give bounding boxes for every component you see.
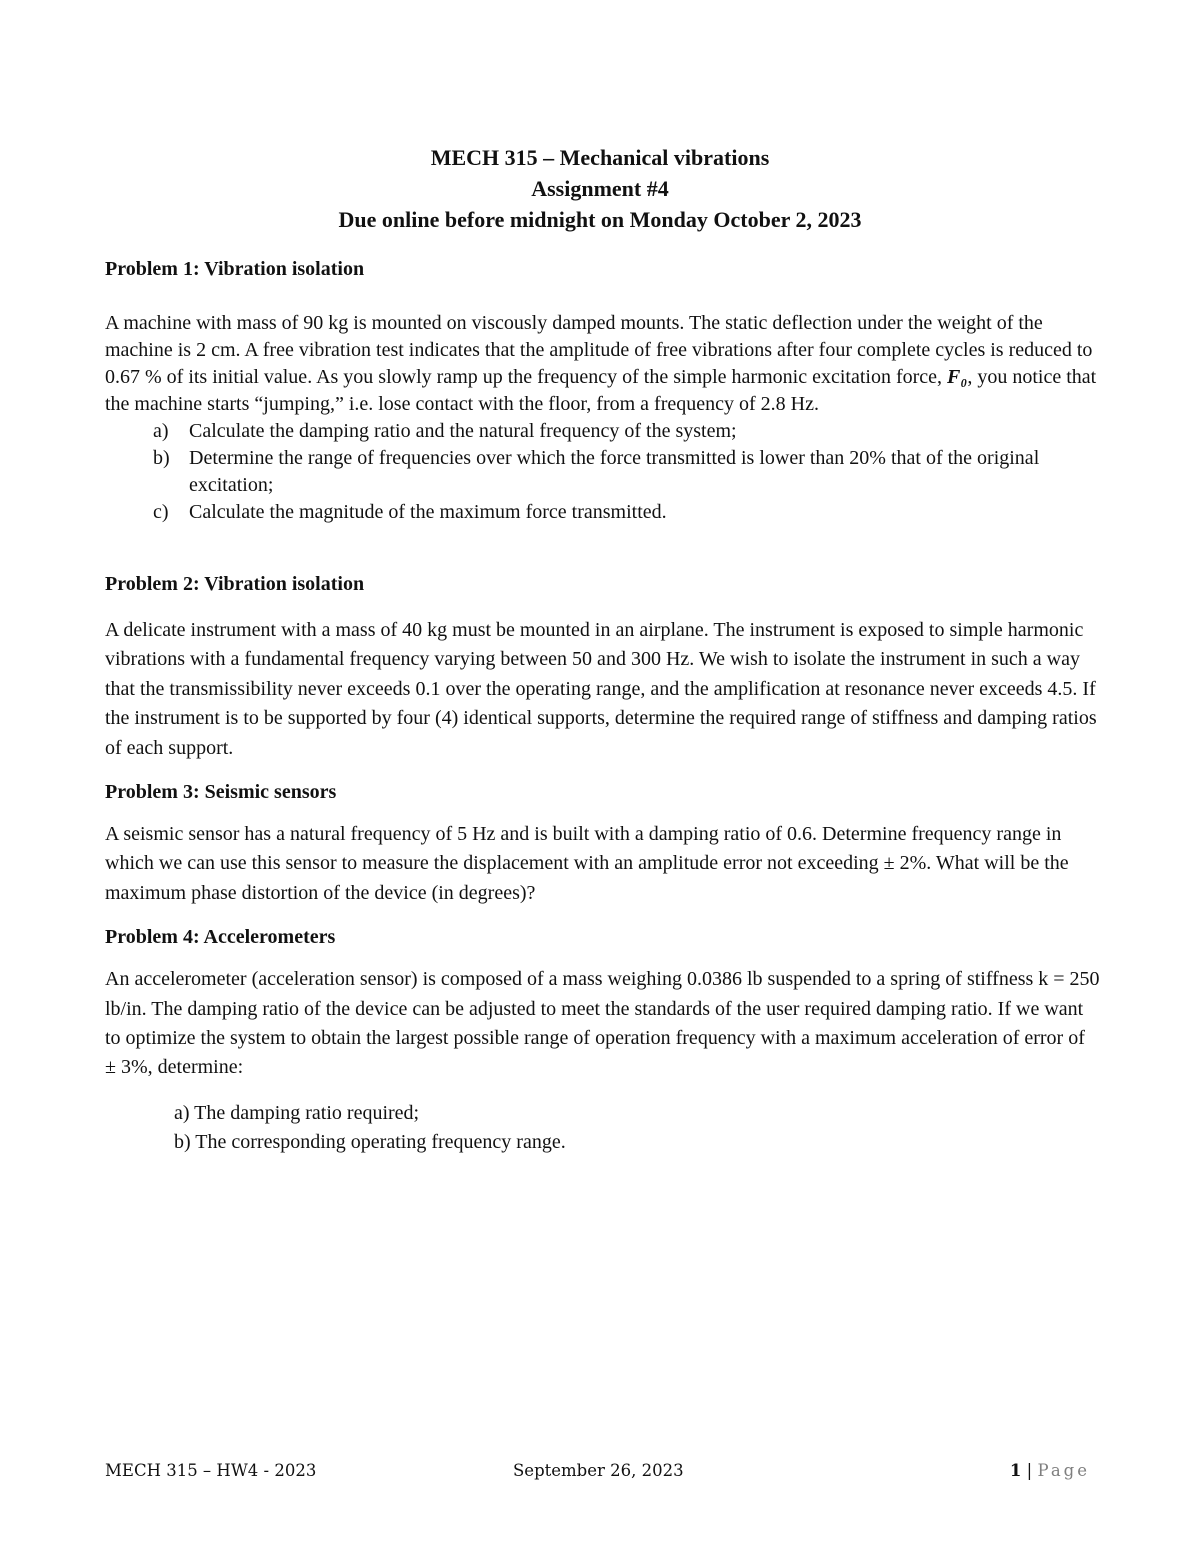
force-symbol: F₀ — [947, 366, 968, 388]
problem-3-title: Problem 3: Seismic sensors — [105, 781, 337, 804]
list-marker: a) — [153, 420, 169, 442]
problem-1-text-b: , you notice that the machine starts “jumping,” i.e. lose contact with the floor, from a frequency of 2.8 Hz. — [105, 366, 1097, 415]
list-item-text: Determine the range of frequencies over which the force transmitted is lower than 20% that of the original excitation; — [189, 447, 1040, 496]
problem-1 — [105, 256, 1100, 526]
problem-4-item-b: b) The corresponding operating frequency range. — [174, 1130, 566, 1153]
problem-4-text: An accelerometer (acceleration sensor) is composed of a mass weighing 0.0386 lb suspended to a spring of stiffness k = 250 lb/in. The damping ratio of the device can be adjusted to meet the standards of the user required damping ratio. If we want to optimize the system to obtain the largest possible range of operation frequency with a maximum acceleration of error of ± 3%, determine: — [105, 968, 1100, 1079]
problem-3-text: A seismic sensor has a natural frequency of 5 Hz and is built with a damping ratio of 0.6. Determine frequency range in which we can use this sensor to measure the displacement with an amplitude error not exceeding ± 2%. What will be the maximum phase distortion of the device (in degrees)? — [105, 823, 1069, 904]
problem-2-title: Problem 2: Vibration isolation — [105, 573, 365, 595]
list-item — [105, 418, 1100, 445]
footer-date: September 26, 2023 — [513, 1461, 684, 1480]
list-item — [105, 445, 1100, 499]
page-footer — [105, 1461, 1090, 1485]
list-item — [105, 499, 1100, 526]
page-number: 1 — [1009, 1461, 1022, 1480]
list-item-text: Calculate the magnitude of the maximum force transmitted. — [189, 501, 667, 523]
assignment-header — [0, 142, 1200, 235]
assignment-number: Assignment #4 — [531, 176, 669, 201]
footer-page — [1010, 1461, 1090, 1480]
list-marker: c) — [153, 501, 169, 523]
problem-1-text-a: A machine with mass of 90 kg is mounted on viscously damped mounts. The static deflection under the weight of the machine is 2 cm. A free vibration test indicates that the amplitude of free vibrations after four complete cycles is reduced to 0.67 % of its initial value. As you slowly ramp up the frequency of the simple harmonic excitation force, — [105, 312, 1093, 388]
problem-2-text: A delicate instrument with a mass of 40 kg must be mounted in an airplane. The instrument is exposed to simple harmonic vibrations with a fundamental frequency varying between 50 and 300 Hz. We wish to isolate the instrument in such a way that the transmissibility never exceeds 0.1 over the operating range, and the amplification at resonance never exceeds 4.5. If the instrument is to be supported by four (4) identical supports, determine the required range of stiffness and damping ratios of each support. — [105, 619, 1097, 759]
list-item-text: Calculate the damping ratio and the natural frequency of the system; — [189, 420, 737, 442]
problem-4-title: Problem 4: Accelerometers — [105, 926, 336, 949]
problem-4 — [105, 924, 1100, 1157]
problem-2 — [105, 571, 1100, 763]
due-date: Due online before midnight on Monday October 2, 2023 — [338, 207, 862, 232]
problem-3 — [105, 779, 1100, 908]
footer-course: MECH 315 – HW4 - 2023 — [105, 1461, 317, 1480]
footer-separator: | — [1026, 1461, 1033, 1480]
problem-4-item-a: a) The damping ratio required; — [174, 1101, 420, 1124]
course-title: MECH 315 – Mechanical vibrations — [430, 145, 770, 170]
list-marker: b) — [153, 447, 170, 469]
problem-1-text — [105, 310, 1100, 418]
problem-1-title: Problem 1: Vibration isolation — [105, 258, 365, 280]
problem-1-subquestions — [105, 418, 1100, 526]
page-label: Page — [1037, 1461, 1090, 1480]
document-body — [105, 256, 1100, 1157]
